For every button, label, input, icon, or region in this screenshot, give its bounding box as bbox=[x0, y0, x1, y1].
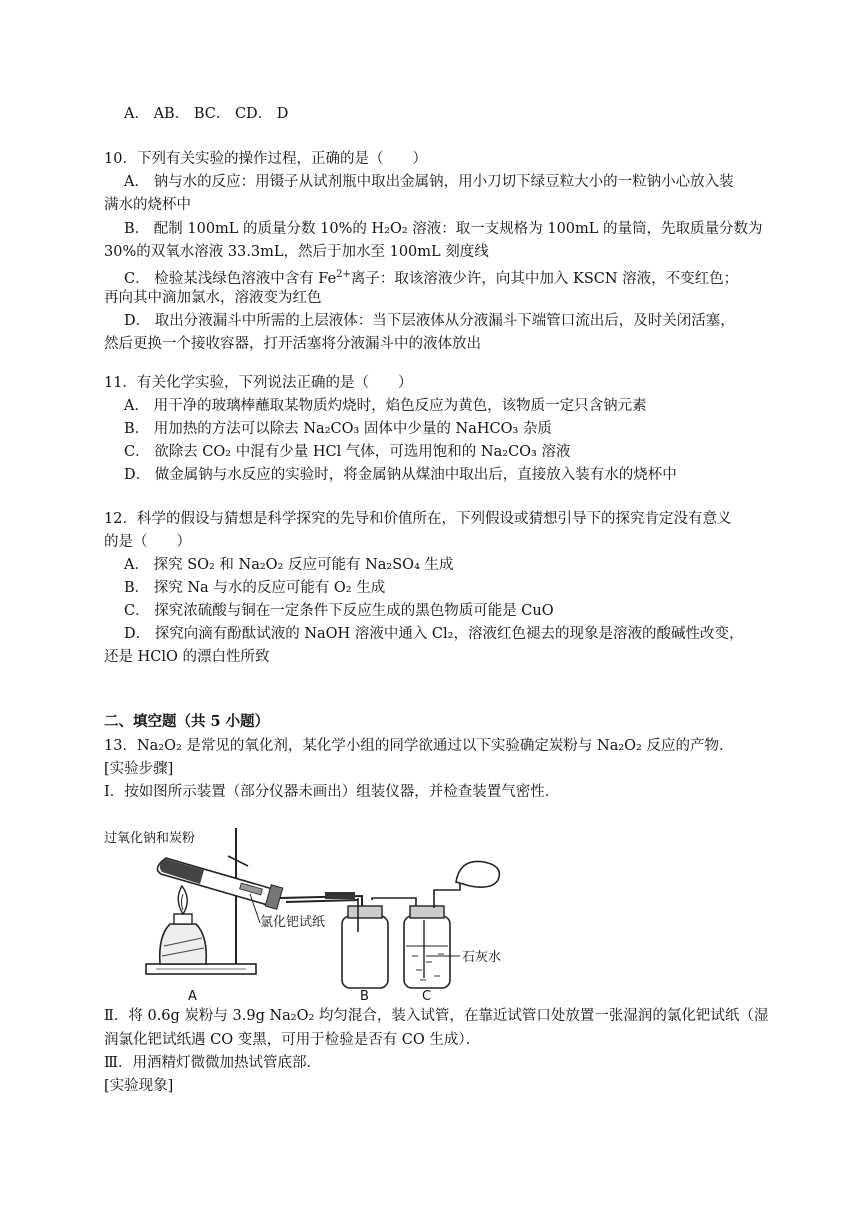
q11-option-c: C． 欲除去 CO₂ 中混有少量 HCl 气体，可选用饱和的 Na₂CO₃ 溶液 bbox=[124, 444, 571, 460]
q13-steps-label: [实验步骤] bbox=[104, 761, 174, 777]
q12-option-c: C． 探究浓硫酸与铜在一定条件下反应生成的黑色物质可能是 CuO bbox=[124, 603, 554, 619]
label-test-paper: 氯化钯试纸 bbox=[260, 915, 326, 930]
q12-stem-line2: 的是（ ） bbox=[104, 534, 191, 550]
q12-option-b: B． 探究 Na 与水的反应可能有 O₂ 生成 bbox=[124, 580, 386, 596]
q10-option-a-line1: A． 钠与水的反应：用镊子从试剂瓶中取出金属钠，用小刀切下绿豆粒大小的一粒钠小心放入装 bbox=[124, 174, 734, 190]
section-heading-fill-in: 二、填空题（共 5 小题） bbox=[104, 713, 270, 730]
label-tube-contents: 过氧化钠和炭粉 bbox=[104, 831, 196, 846]
label-b: B bbox=[360, 989, 369, 1004]
apparatus-figure bbox=[100, 828, 520, 1006]
q10-option-c-post: 离子：取该溶液少许，向其中加入 KSCN 溶液，不变红色； bbox=[350, 270, 739, 287]
test-tube-a bbox=[157, 858, 282, 923]
q10-option-d-line1: D． 取出分液漏斗中所需的上层液体：当下层液体从分液漏斗下端管口流出后，及时关闭活塞， bbox=[124, 313, 735, 329]
q12-option-d-line2: 还是 HClO 的漂白性所致 bbox=[104, 649, 270, 665]
q10-option-d-line2: 然后更换一个接收容器，打开活塞将分液漏斗中的液体放出 bbox=[104, 336, 481, 352]
q13-step-1: Ⅰ．按如图所示装置（部分仪器未画出）组装仪器，并检查装置气密性． bbox=[104, 784, 560, 800]
q12-option-a: A． 探究 SO₂ 和 Na₂O₂ 反应可能有 Na₂SO₄ 生成 bbox=[124, 557, 454, 573]
q10-option-c-sup: 2+ bbox=[336, 269, 351, 280]
label-a: A bbox=[188, 989, 197, 1004]
q13-phenomena-label: [实验现象] bbox=[104, 1078, 174, 1094]
rubber-connector bbox=[325, 892, 355, 899]
q10-option-b-line1: B． 配制 100mL 的质量分数 10%的 H₂O₂ 溶液：取一支规格为 100mL 的量筒，先取质量分数为 bbox=[124, 221, 763, 237]
q9-options: A． AB． BC． CD． D bbox=[124, 106, 289, 122]
alcohol-lamp bbox=[160, 886, 207, 964]
q10-option-c-line2: 再向其中滴加氯水，溶液变为红色 bbox=[104, 290, 322, 306]
q11-stem: 11．有关化学实验，下列说法正确的是（ ） bbox=[104, 375, 413, 391]
q13-step-2-line2: 润氯化钯试纸遇 CO 变黑，可用于检验是否有 CO 生成）． bbox=[104, 1032, 481, 1048]
q11-option-b: B． 用加热的方法可以除去 Na₂CO₃ 固体中少量的 NaHCO₃ 杂质 bbox=[124, 421, 552, 437]
q10-option-c-pre: C． 检验某浅绿色溶液中含有 Fe bbox=[124, 270, 337, 287]
q12-stem-line1: 12．科学的假设与猜想是科学探究的先导和价值所在，下列假设或猜想引导下的探究肯定没有意义 bbox=[104, 511, 732, 527]
label-c: C bbox=[422, 989, 432, 1004]
q10-option-a-line2: 满水的烧杯中 bbox=[104, 197, 191, 213]
gas-bag bbox=[456, 861, 499, 887]
q10-stem: 10．下列有关实验的操作过程，正确的是（ ） bbox=[104, 151, 427, 167]
q11-option-d: D． 做金属钠与水反应的实验时，将金属钠从煤油中取出后，直接放入装有水的烧杯中 bbox=[124, 467, 677, 483]
label-limewater: 石灰水 bbox=[462, 950, 502, 965]
q13-step-3: Ⅲ．用酒精灯微微加热试管底部． bbox=[104, 1055, 321, 1071]
q11-option-a: A． 用干净的玻璃棒蘸取某物质灼烧时，焰色反应为黄色，该物质一定只含钠元素 bbox=[124, 398, 647, 414]
q13-step-2-line1: Ⅱ．将 0.6g 炭粉与 3.9g Na₂O₂ 均匀混合，装入试管，在靠近试管口处放置一张湿润的氯化钯试纸（湿 bbox=[104, 1008, 769, 1024]
q10-option-b-line2: 30%的双氧水溶液 33.3mL，然后于加水至 100mL 刻度线 bbox=[104, 244, 489, 260]
q12-option-d-line1: D． 探究向滴有酚酞试液的 NaOH 溶液中通入 Cl₂，溶液红色褪去的现象是溶液的酸碱性改变， bbox=[124, 626, 744, 642]
q10-option-c-line1 bbox=[124, 265, 738, 289]
q13-stem: 13．Na₂O₂ 是常见的氧化剂，某化学小组的同学欲通过以下实验确定炭粉与 Na₂O₂ 反应的产物． bbox=[104, 738, 734, 754]
